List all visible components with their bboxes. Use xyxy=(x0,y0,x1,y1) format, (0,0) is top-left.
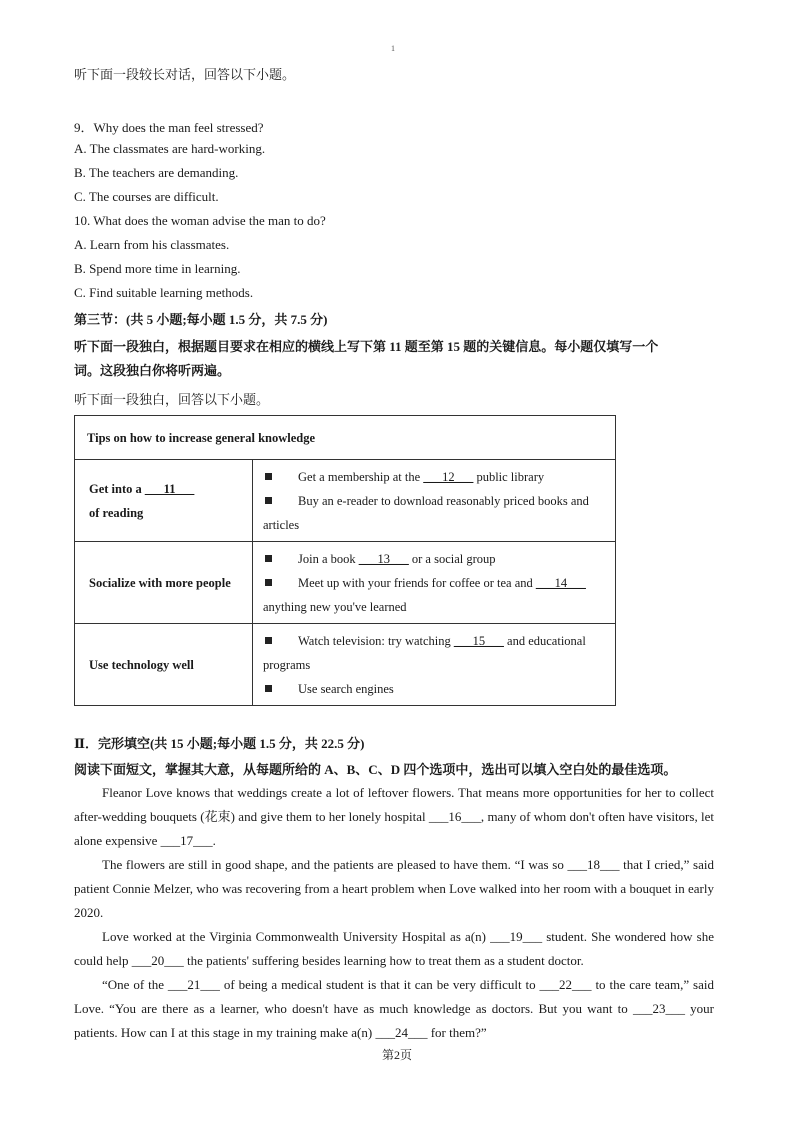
q10-option-c: C. Find suitable learning methods. xyxy=(74,285,254,300)
tip-item: Meet up with your friends for coffee or tea and ___14___ anything new you've learned xyxy=(263,575,586,614)
table-title: Tips on how to increase general knowledge xyxy=(75,416,616,460)
page-number: 第2页 xyxy=(381,1048,412,1062)
section3-instruction-2: 词。这段独白你将听两遍。 xyxy=(74,363,231,378)
table-row xyxy=(75,542,616,624)
tip-item: Buy an e-reader to download reasonably priced books and articles xyxy=(263,493,589,532)
row-tips xyxy=(253,460,616,542)
question-9: 9．Why does the man feel stressed? xyxy=(74,120,264,135)
bullet-icon xyxy=(265,473,272,480)
q10-option-a: A. Learn from his classmates. xyxy=(74,237,230,252)
tips-table xyxy=(74,415,616,706)
row-category: Socialize with more people xyxy=(75,542,253,624)
row-tips xyxy=(253,542,616,624)
cloze-passage xyxy=(74,781,714,1045)
table-row xyxy=(75,460,616,542)
section3-instruction-1: 听下面一段独白，根据题目要求在相应的横线上写下第 11 题至第 15 题的关键信息。每小题仅填写一个 xyxy=(74,339,659,354)
tip-item: Join a book ___13___ or a social group xyxy=(263,547,607,571)
cloze-title: Ⅱ．完形填空(共 15 小题;每小题 1.5 分，共 22.5 分) xyxy=(74,736,365,751)
tip-item: Watch television: try watching ___15___ and educational programs xyxy=(263,633,586,672)
row-category: Use technology well xyxy=(75,624,253,706)
row-tips xyxy=(253,624,616,706)
q10-option-b: B. Spend more time in learning. xyxy=(74,261,241,276)
paragraph-4: “One of the ___21___ of being a medical student is that it can be very difficult to ___22___ to the care team,” said Love. “You are there as a learner, who doesn't have as much knowledge as doctors. But you want to ___23___ your patients. How can I at this stage in my training make a(n) ___24___ for them?” xyxy=(74,977,714,1040)
row-category: Get into a ___11___ of reading xyxy=(75,460,253,542)
tip-item: Use search engines xyxy=(263,677,607,701)
paragraph-1: Fleanor Love knows that weddings create a lot of leftover flowers. That means more opportunities for her to collect after-wedding bouquets (花束) and give them to her lonely hospital ___16___, many of whom don't often have visitors, let alone expensive ___17___. xyxy=(74,785,714,848)
monologue-intro: 听下面一段独白，回答以下小题。 xyxy=(74,392,270,407)
paragraph-3: Love worked at the Virginia Commonwealth University Hospital as a(n) ___19___ student. She wondered how she could help ___20___ the patients' suffering besides learning how to treat them as a student doctor. xyxy=(74,929,714,968)
bullet-icon xyxy=(265,497,272,504)
q9-option-b: B. The teachers are demanding. xyxy=(74,165,239,180)
question-10: 10. What does the woman advise the man to do? xyxy=(74,213,326,228)
paragraph-2: The flowers are still in good shape, and the patients are pleased to have them. “I was so ___18___ that I cried,” said patient Connie Melzer, who was recovering from a heart problem when Love walked into her room with a bouquet in early 2020. xyxy=(74,857,714,920)
cloze-instruction: 阅读下面短文，掌握其大意，从每题所给的 A、B、C、D 四个选项中，选出可以填入空白处的最佳选项。 xyxy=(74,762,677,777)
bullet-icon xyxy=(265,555,272,562)
bullet-icon xyxy=(265,579,272,586)
q9-option-c: C. The courses are difficult. xyxy=(74,189,219,204)
long-dialogue-intro: 听下面一段较长对话，回答以下小题。 xyxy=(74,67,296,82)
page-top-mark: 1 xyxy=(391,44,395,53)
tip-item: Get a membership at the ___12___ public library xyxy=(263,465,607,489)
section3-title: 第三节：(共 5 小题;每小题 1.5 分，共 7.5 分) xyxy=(74,312,328,327)
bullet-icon xyxy=(265,685,272,692)
bullet-icon xyxy=(265,637,272,644)
q9-option-a: A. The classmates are hard-working. xyxy=(74,141,266,156)
table-row xyxy=(75,624,616,706)
